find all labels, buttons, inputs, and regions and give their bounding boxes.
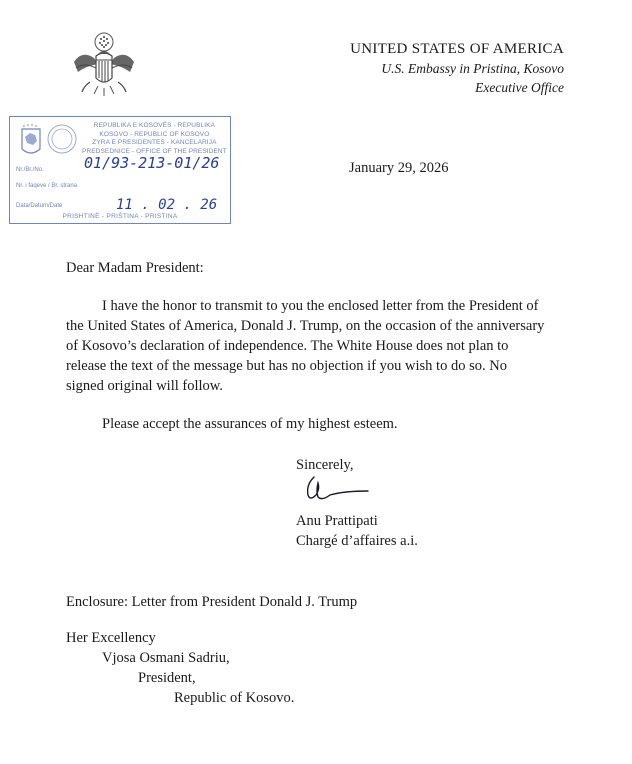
country-name: UNITED STATES OF AMERICA	[350, 41, 564, 57]
great-seal-icon	[68, 28, 140, 100]
stamp-header: REPUBLIKA E KOSOVËS - REPUBLIKA KOSOVO - REPUBLIC OF KOSOVO ZYRA E PRESIDENTES - KANCELARIJA PREDSEDNICE - OFFICE OF THE PRESIDENT	[82, 122, 227, 155]
stamp-pages-label: Nr. i faqeve / Br. strana	[16, 183, 78, 189]
signature	[300, 471, 372, 505]
stamp-number-label: Nr./Br./No.	[16, 167, 44, 173]
stamp-date-label: Data/Datum/Date	[16, 203, 63, 209]
signer-name: Anu Prattipati	[296, 513, 378, 529]
office-name: Executive Office	[475, 80, 564, 95]
letterhead	[350, 40, 564, 97]
handwritten-date: 11 . 02 . 26	[116, 197, 218, 213]
body-line: I have the honor to transmit to you the enclosed letter from the President of	[102, 298, 539, 314]
body-line: signed original will follow.	[66, 378, 223, 394]
address-line: Her Excellency	[66, 630, 156, 646]
address-line: President,	[138, 670, 196, 686]
handwritten-number: 01/93-213-01/26	[84, 154, 220, 172]
letter-date: January 29, 2026	[349, 160, 449, 176]
kosovo-emblem-icon	[16, 123, 78, 167]
assurances-paragraph: Please accept the assurances of my highest esteem.	[102, 416, 398, 432]
closing: Sincerely,	[296, 457, 354, 473]
body-line: of Kosovo’s declaration of independence. The White House does not plan to	[66, 338, 509, 354]
enclosure-note: Enclosure: Letter from President Donald J. Trump	[66, 594, 358, 610]
address-line: Republic of Kosovo.	[174, 690, 295, 706]
salutation: Dear Madam President:	[66, 260, 204, 276]
body-line: release the text of the message but has no objection if you wish to do so. No	[66, 358, 507, 374]
embassy-name: U.S. Embassy in Pristina, Kosovo	[381, 61, 564, 76]
signer-block	[296, 511, 418, 551]
address-line: Vjosa Osmani Sadriu,	[102, 650, 230, 666]
body-line: the United States of America, Donald J. Trump, on the occasion of the anniversary	[66, 318, 545, 334]
stamp-footer: PRISHTINË - PRIŠTINA - PRISTINA	[62, 213, 178, 220]
recipient-address	[66, 628, 294, 708]
letter-body	[66, 296, 568, 396]
signer-title: Chargé d’affaires a.i.	[296, 533, 418, 549]
